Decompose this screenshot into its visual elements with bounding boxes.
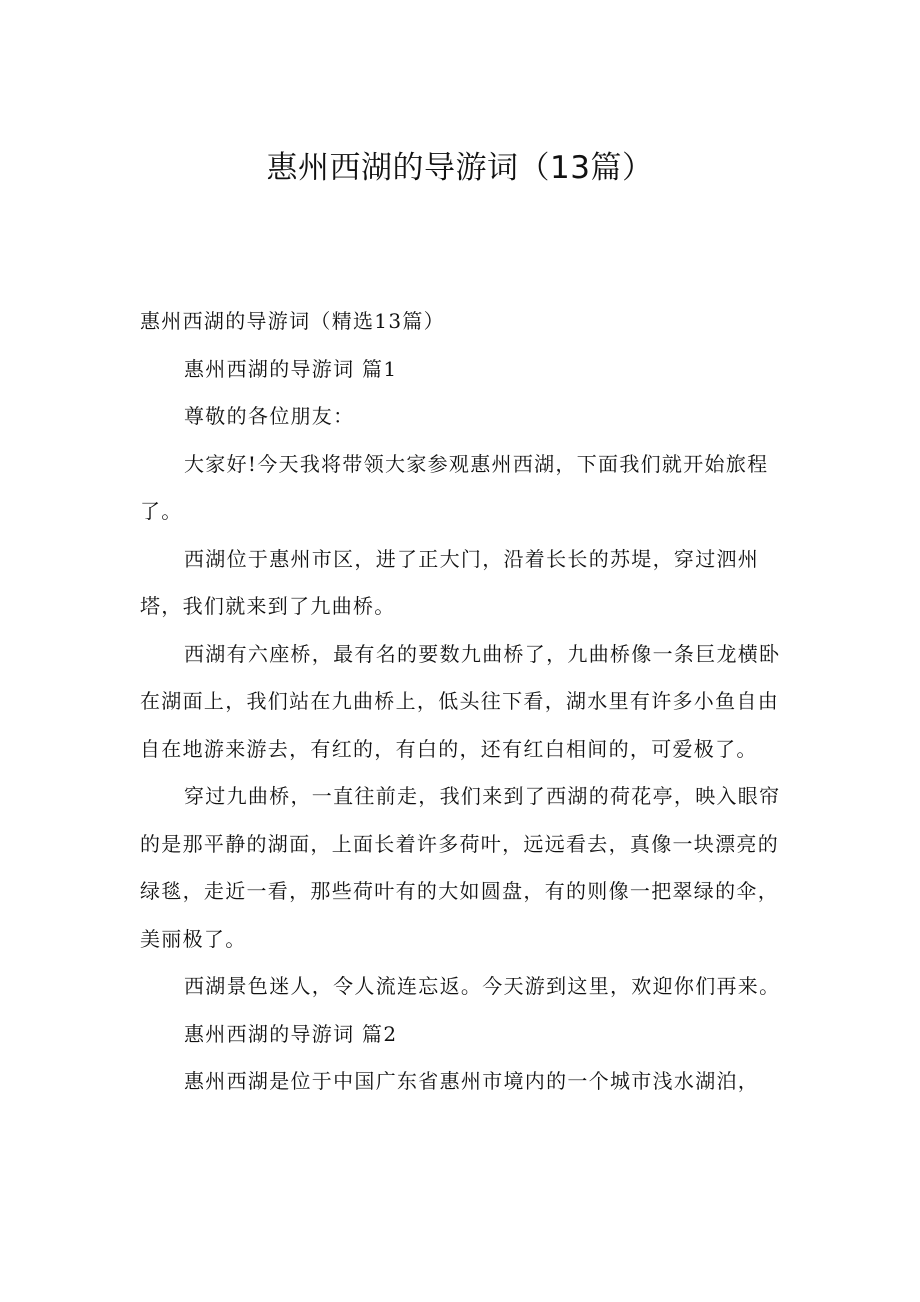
paragraph-overview: 惠州西湖是位于中国广东省惠州市境内的一个城市浅水湖泊， (184, 1069, 760, 1093)
paragraph-bridges: 西湖有六座桥，最有名的要数九曲桥了，九曲桥像一条巨龙横卧在湖面上，我们站在九曲桥上，低头往下看，湖水里有许多小鱼自由自在地游来游去，有红的，有白的，还有红白相间的，可爱极了。 (140, 641, 781, 761)
paragraph-lotus-pavilion: 穿过九曲桥，一直往前走，我们来到了西湖的荷花亭，映入眼帘的是那平静的湖面，上面长着许多荷叶，远远看去，真像一块漂亮的绿毯，走近一看，那些荷叶有的大如圆盘，有的则像一把翠绿的伞，美丽极了。 (140, 784, 781, 951)
paragraph-intro: 大家好!今天我将带领大家参观惠州西湖，下面我们就开始旅程了。 (140, 451, 769, 523)
paragraph-greeting: 尊敬的各位朋友： (184, 404, 355, 428)
paragraph-closing: 西湖景色迷人，令人流连忘返。今天游到这里，欢迎你们再来。 (184, 974, 781, 998)
paragraph-section-heading-1: 惠州西湖的导游词 篇1 (184, 356, 398, 381)
paragraph-section-heading-2: 惠州西湖的导游词 篇2 (184, 1021, 398, 1046)
paragraph-location: 西湖位于惠州市区，进了正大门，沿着长长的苏堤，穿过泗州塔，我们就来到了九曲桥。 (140, 546, 760, 618)
paragraph-subtitle: 惠州西湖的导游词（精选13篇） (140, 309, 445, 333)
document-title: 惠州西湖的导游词（13篇） (266, 150, 654, 186)
document-body (140, 298, 800, 1106)
